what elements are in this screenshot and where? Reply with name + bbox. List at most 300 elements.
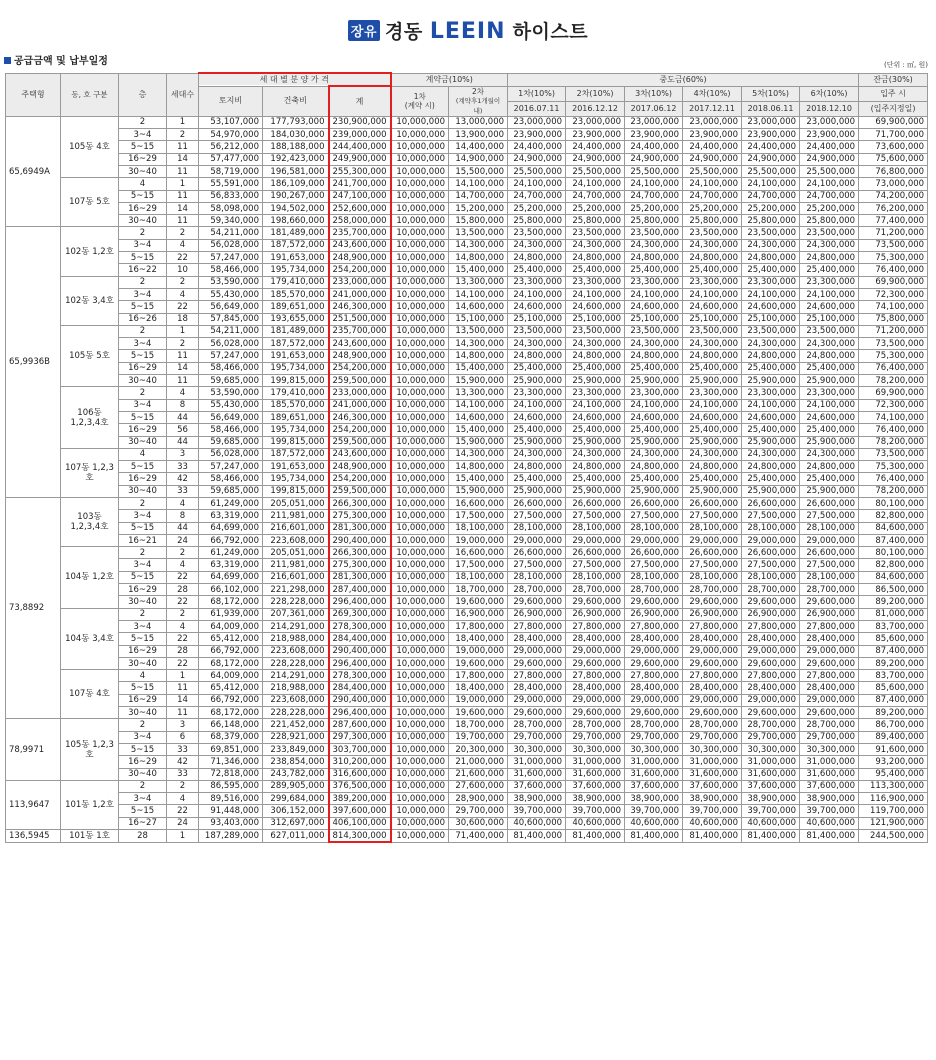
land-cost-cell: 89,516,000 [199, 793, 263, 805]
floor-cell: 2 [119, 719, 167, 731]
land-cost-cell: 61,939,000 [199, 608, 263, 620]
mid-payment-1-cell: 24,800,000 [508, 461, 566, 473]
balance-cell: 85,600,000 [859, 682, 928, 694]
build-cost-cell: 193,655,000 [263, 313, 329, 325]
mid-payment-4-cell: 25,900,000 [683, 375, 742, 387]
mid-payment-3-cell: 25,400,000 [625, 424, 683, 436]
mid-payment-4-cell: 24,600,000 [683, 411, 742, 423]
contract-1-cell: 10,000,000 [391, 694, 449, 706]
contract-2-cell: 21,600,000 [449, 768, 508, 780]
table-row [6, 338, 928, 350]
mid-payment-6-cell: 29,700,000 [800, 731, 859, 743]
unit-type-cell: 65,9936B [6, 227, 61, 498]
mid-payment-6-cell: 31,000,000 [800, 756, 859, 768]
land-cost-cell: 53,107,000 [199, 116, 263, 128]
mid-payment-5-cell: 25,100,000 [742, 313, 800, 325]
mid-payment-4-cell: 30,300,000 [683, 743, 742, 755]
total-price-cell: 251,500,000 [329, 313, 391, 325]
units-cell: 11 [167, 707, 199, 719]
units-cell: 4 [167, 387, 199, 399]
build-cost-cell: 216,601,000 [263, 571, 329, 583]
mid-payment-6-cell: 24,700,000 [800, 190, 859, 202]
mid-payment-3-cell: 25,400,000 [625, 362, 683, 374]
table-row [6, 436, 928, 448]
mid-payment-3-cell: 27,800,000 [625, 620, 683, 632]
units-cell: 11 [167, 375, 199, 387]
section-title: 공급금액 및 납부일정 [14, 56, 108, 67]
mid-payment-1-cell: 25,900,000 [508, 485, 566, 497]
mid-payment-5-cell: 25,200,000 [742, 202, 800, 214]
mid-payment-3-cell: 29,000,000 [625, 645, 683, 657]
mid-payment-6-cell: 25,400,000 [800, 473, 859, 485]
total-price-cell: 246,300,000 [329, 301, 391, 313]
mid-payment-6-cell: 29,000,000 [800, 694, 859, 706]
units-cell: 42 [167, 473, 199, 485]
mid-payment-3-cell: 29,600,000 [625, 657, 683, 669]
mid-payment-4-cell: 24,400,000 [683, 141, 742, 153]
mid-payment-1-cell: 25,400,000 [508, 473, 566, 485]
table-row [6, 141, 928, 153]
table-row [6, 694, 928, 706]
floor-cell: 2 [119, 325, 167, 337]
balance-cell: 89,200,000 [859, 596, 928, 608]
unit-type-cell: 73,8892 [6, 498, 61, 719]
build-cost-cell: 192,423,000 [263, 153, 329, 165]
contract-2-cell: 18,100,000 [449, 571, 508, 583]
mid-payment-3-cell: 25,400,000 [625, 473, 683, 485]
mid-payment-4-cell: 23,500,000 [683, 325, 742, 337]
floor-cell: 3~4 [119, 559, 167, 571]
table-row [6, 178, 928, 190]
mid-payment-5-cell: 39,700,000 [742, 805, 800, 817]
land-cost-cell: 59,685,000 [199, 485, 263, 497]
mid-payment-3-cell: 28,400,000 [625, 633, 683, 645]
mid-payment-4-cell: 25,400,000 [683, 362, 742, 374]
floor-cell: 4 [119, 448, 167, 460]
mid-payment-4-cell: 31,600,000 [683, 768, 742, 780]
mid-payment-6-cell: 25,400,000 [800, 424, 859, 436]
mid-payment-2-cell: 25,400,000 [566, 362, 625, 374]
mid-payment-4-cell: 25,800,000 [683, 215, 742, 227]
total-price-cell: 230,900,000 [329, 116, 391, 128]
mid-payment-6-cell: 25,900,000 [800, 375, 859, 387]
dong-ho-cell: 107동 4호 [61, 670, 119, 719]
mid-payment-1-cell: 28,400,000 [508, 682, 566, 694]
mid-payment-5-cell: 26,900,000 [742, 608, 800, 620]
total-price-cell: 247,100,000 [329, 190, 391, 202]
mid-payment-3-cell: 25,400,000 [625, 264, 683, 276]
mid-payment-1-cell: 27,800,000 [508, 620, 566, 632]
mid-payment-4-cell: 31,000,000 [683, 756, 742, 768]
mid-payment-1-cell: 24,800,000 [508, 350, 566, 362]
land-cost-cell: 64,009,000 [199, 620, 263, 632]
mid-payment-5-cell: 24,100,000 [742, 178, 800, 190]
contract-1-cell: 10,000,000 [391, 596, 449, 608]
mid-payment-6-cell: 29,600,000 [800, 657, 859, 669]
land-cost-cell: 64,699,000 [199, 571, 263, 583]
mid-payment-1-cell: 29,000,000 [508, 645, 566, 657]
balance-cell: 78,200,000 [859, 436, 928, 448]
contract-2-cell: 29,700,000 [449, 805, 508, 817]
build-cost-cell: 181,489,000 [263, 227, 329, 239]
land-cost-cell: 66,792,000 [199, 534, 263, 546]
mid-payment-3-cell: 25,900,000 [625, 485, 683, 497]
total-price-cell: 233,000,000 [329, 276, 391, 288]
floor-cell: 5~15 [119, 522, 167, 534]
mid-payment-1-cell: 24,800,000 [508, 252, 566, 264]
floor-cell: 16~29 [119, 362, 167, 374]
mid-payment-1-cell: 25,400,000 [508, 362, 566, 374]
floor-cell: 5~15 [119, 141, 167, 153]
mid-payment-4-cell: 28,100,000 [683, 522, 742, 534]
mid-payment-4-cell: 29,600,000 [683, 596, 742, 608]
contract-2-cell: 19,700,000 [449, 731, 508, 743]
header-build: 건축비 [263, 86, 329, 116]
mid-payment-6-cell: 27,800,000 [800, 620, 859, 632]
land-cost-cell: 63,319,000 [199, 559, 263, 571]
mid-payment-4-cell: 24,800,000 [683, 252, 742, 264]
contract-2-cell: 16,900,000 [449, 608, 508, 620]
mid-payment-2-cell: 25,900,000 [566, 485, 625, 497]
mid-payment-4-cell: 29,000,000 [683, 694, 742, 706]
contract-1-cell: 10,000,000 [391, 362, 449, 374]
build-cost-cell: 198,660,000 [263, 215, 329, 227]
build-cost-cell: 312,697,000 [263, 817, 329, 829]
table-row [6, 780, 928, 792]
units-cell: 28 [167, 645, 199, 657]
units-cell: 18 [167, 313, 199, 325]
floor-cell: 5~15 [119, 190, 167, 202]
contract-1-cell: 10,000,000 [391, 387, 449, 399]
mid-payment-1-cell: 29,000,000 [508, 694, 566, 706]
land-cost-cell: 68,172,000 [199, 657, 263, 669]
units-cell: 2 [167, 780, 199, 792]
mid-payment-5-cell: 81,400,000 [742, 830, 800, 843]
mid-payment-4-cell: 24,300,000 [683, 448, 742, 460]
contract-2-cell: 15,400,000 [449, 473, 508, 485]
mid-payment-1-cell: 27,500,000 [508, 510, 566, 522]
build-cost-cell: 207,361,000 [263, 608, 329, 620]
mid-payment-3-cell: 24,600,000 [625, 411, 683, 423]
floor-cell: 5~15 [119, 682, 167, 694]
floor-cell: 3~4 [119, 129, 167, 141]
land-cost-cell: 56,212,000 [199, 141, 263, 153]
mid-payment-3-cell: 29,600,000 [625, 707, 683, 719]
land-cost-cell: 65,412,000 [199, 682, 263, 694]
contract-1-cell: 10,000,000 [391, 473, 449, 485]
floor-cell: 30~40 [119, 375, 167, 387]
mid-payment-6-cell: 27,800,000 [800, 670, 859, 682]
mid-payment-4-cell: 25,200,000 [683, 202, 742, 214]
total-price-cell: 254,200,000 [329, 362, 391, 374]
units-cell: 4 [167, 239, 199, 251]
build-cost-cell: 186,109,000 [263, 178, 329, 190]
land-cost-cell: 54,211,000 [199, 227, 263, 239]
balance-cell: 75,300,000 [859, 252, 928, 264]
mid-payment-4-cell: 24,800,000 [683, 350, 742, 362]
land-cost-cell: 65,412,000 [199, 633, 263, 645]
build-cost-cell: 185,570,000 [263, 399, 329, 411]
land-cost-cell: 56,028,000 [199, 448, 263, 460]
table-row [6, 202, 928, 214]
total-price-cell: 269,300,000 [329, 608, 391, 620]
contract-2-cell: 19,000,000 [449, 694, 508, 706]
contract-2-cell: 14,600,000 [449, 301, 508, 313]
mid-payment-4-cell: 81,400,000 [683, 830, 742, 843]
mid-payment-3-cell: 23,000,000 [625, 116, 683, 128]
contract-1-cell: 10,000,000 [391, 633, 449, 645]
mid-payment-5-cell: 24,300,000 [742, 448, 800, 460]
contract-2-cell: 19,600,000 [449, 596, 508, 608]
floor-cell: 5~15 [119, 633, 167, 645]
dong-ho-cell: 102동 1,2호 [61, 227, 119, 276]
land-cost-cell: 61,249,000 [199, 498, 263, 510]
floor-cell: 16~22 [119, 264, 167, 276]
floor-cell: 30~40 [119, 657, 167, 669]
table-row [6, 670, 928, 682]
mid-payment-1-cell: 24,100,000 [508, 288, 566, 300]
mid-payment-4-cell: 23,300,000 [683, 387, 742, 399]
land-cost-cell: 57,247,000 [199, 350, 263, 362]
mid-payment-2-cell: 26,600,000 [566, 547, 625, 559]
mid-payment-1-cell: 25,900,000 [508, 375, 566, 387]
mid-payment-4-cell: 27,500,000 [683, 559, 742, 571]
mid-payment-6-cell: 25,400,000 [800, 264, 859, 276]
table-row [6, 313, 928, 325]
table-row [6, 547, 928, 559]
units-cell: 2 [167, 608, 199, 620]
mid-payment-1-cell: 31,600,000 [508, 768, 566, 780]
table-row [6, 399, 928, 411]
balance-cell: 81,000,000 [859, 608, 928, 620]
contract-1-cell: 10,000,000 [391, 399, 449, 411]
total-price-cell: 244,400,000 [329, 141, 391, 153]
balance-cell: 73,600,000 [859, 141, 928, 153]
table-row [6, 411, 928, 423]
mid-payment-1-cell: 24,100,000 [508, 178, 566, 190]
table-row [6, 719, 928, 731]
table-row [6, 288, 928, 300]
floor-cell: 2 [119, 608, 167, 620]
mid-payment-4-cell: 24,700,000 [683, 190, 742, 202]
mid-payment-2-cell: 27,800,000 [566, 670, 625, 682]
mid-payment-2-cell: 27,800,000 [566, 620, 625, 632]
floor-cell: 16~29 [119, 756, 167, 768]
balance-cell: 76,800,000 [859, 165, 928, 177]
land-cost-cell: 57,247,000 [199, 461, 263, 473]
build-cost-cell: 238,854,000 [263, 756, 329, 768]
units-cell: 11 [167, 141, 199, 153]
contract-2-cell: 17,500,000 [449, 559, 508, 571]
mid-payment-3-cell: 31,000,000 [625, 756, 683, 768]
mid-payment-3-cell: 25,500,000 [625, 165, 683, 177]
build-cost-cell: 199,815,000 [263, 375, 329, 387]
mid-payment-6-cell: 28,100,000 [800, 522, 859, 534]
units-cell: 4 [167, 793, 199, 805]
mid-payment-4-cell: 27,800,000 [683, 670, 742, 682]
mid-payment-4-cell: 29,600,000 [683, 657, 742, 669]
contract-2-cell: 19,000,000 [449, 645, 508, 657]
total-price-cell: 278,300,000 [329, 620, 391, 632]
units-cell: 22 [167, 633, 199, 645]
header-mid-5-date: 2018.06.11 [742, 101, 800, 116]
contract-1-cell: 10,000,000 [391, 264, 449, 276]
contract-1-cell: 10,000,000 [391, 645, 449, 657]
floor-cell: 2 [119, 227, 167, 239]
mid-payment-5-cell: 25,400,000 [742, 362, 800, 374]
mid-payment-4-cell: 23,900,000 [683, 129, 742, 141]
contract-2-cell: 13,900,000 [449, 129, 508, 141]
mid-payment-6-cell: 37,600,000 [800, 780, 859, 792]
build-cost-cell: 195,734,000 [263, 264, 329, 276]
table-row [6, 768, 928, 780]
units-cell: 1 [167, 830, 199, 843]
floor-cell: 30~40 [119, 165, 167, 177]
mid-payment-2-cell: 24,800,000 [566, 252, 625, 264]
mid-payment-4-cell: 29,700,000 [683, 731, 742, 743]
mid-payment-1-cell: 29,000,000 [508, 534, 566, 546]
land-cost-cell: 68,172,000 [199, 596, 263, 608]
total-price-cell: 259,500,000 [329, 375, 391, 387]
mid-payment-2-cell: 24,600,000 [566, 301, 625, 313]
floor-cell: 2 [119, 116, 167, 128]
mid-payment-4-cell: 39,700,000 [683, 805, 742, 817]
contract-1-cell: 10,000,000 [391, 559, 449, 571]
mid-payment-5-cell: 31,000,000 [742, 756, 800, 768]
balance-cell: 73,500,000 [859, 239, 928, 251]
table-row [6, 448, 928, 460]
units-cell: 4 [167, 498, 199, 510]
balance-cell: 74,200,000 [859, 190, 928, 202]
balance-cell: 86,500,000 [859, 584, 928, 596]
mid-payment-6-cell: 29,600,000 [800, 596, 859, 608]
contract-2-cell: 15,400,000 [449, 264, 508, 276]
balance-cell: 82,800,000 [859, 559, 928, 571]
units-cell: 3 [167, 448, 199, 460]
mid-payment-2-cell: 29,700,000 [566, 731, 625, 743]
build-cost-cell: 199,815,000 [263, 436, 329, 448]
mid-payment-2-cell: 24,900,000 [566, 153, 625, 165]
contract-1-cell: 10,000,000 [391, 780, 449, 792]
units-cell: 22 [167, 596, 199, 608]
mid-payment-3-cell: 29,700,000 [625, 731, 683, 743]
mid-payment-1-cell: 26,600,000 [508, 498, 566, 510]
balance-cell: 74,100,000 [859, 301, 928, 313]
contract-1-cell: 10,000,000 [391, 719, 449, 731]
mid-payment-2-cell: 23,000,000 [566, 116, 625, 128]
page-title [0, 17, 936, 44]
build-cost-cell: 627,011,000 [263, 830, 329, 843]
mid-payment-2-cell: 28,700,000 [566, 719, 625, 731]
total-price-cell: 278,300,000 [329, 670, 391, 682]
units-cell: 1 [167, 325, 199, 337]
mid-payment-4-cell: 40,600,000 [683, 817, 742, 829]
header-mid-5: 5차(10%) [742, 86, 800, 101]
mid-payment-6-cell: 40,600,000 [800, 817, 859, 829]
contract-2-cell: 20,300,000 [449, 743, 508, 755]
contract-1-cell: 10,000,000 [391, 805, 449, 817]
dong-ho-cell: 102동 3,4호 [61, 276, 119, 325]
mid-payment-5-cell: 25,800,000 [742, 215, 800, 227]
contract-2-cell: 15,200,000 [449, 202, 508, 214]
contract-2-cell: 16,600,000 [449, 498, 508, 510]
mid-payment-2-cell: 28,100,000 [566, 522, 625, 534]
mid-payment-5-cell: 26,600,000 [742, 547, 800, 559]
mid-payment-2-cell: 24,800,000 [566, 461, 625, 473]
mid-payment-3-cell: 24,400,000 [625, 141, 683, 153]
contract-1-cell: 10,000,000 [391, 620, 449, 632]
contract-2-cell: 15,400,000 [449, 362, 508, 374]
build-cost-cell: 299,684,000 [263, 793, 329, 805]
mid-payment-4-cell: 25,400,000 [683, 473, 742, 485]
mid-payment-2-cell: 28,100,000 [566, 571, 625, 583]
units-cell: 11 [167, 215, 199, 227]
units-cell: 28 [167, 584, 199, 596]
build-cost-cell: 191,653,000 [263, 461, 329, 473]
contract-1-cell: 10,000,000 [391, 252, 449, 264]
mid-payment-1-cell: 23,500,000 [508, 227, 566, 239]
land-cost-cell: 61,249,000 [199, 547, 263, 559]
land-cost-cell: 56,649,000 [199, 301, 263, 313]
mid-payment-4-cell: 28,700,000 [683, 719, 742, 731]
mid-payment-4-cell: 23,300,000 [683, 276, 742, 288]
balance-cell: 69,900,000 [859, 387, 928, 399]
contract-1-cell: 10,000,000 [391, 817, 449, 829]
mid-payment-5-cell: 24,300,000 [742, 338, 800, 350]
mid-payment-1-cell: 28,100,000 [508, 522, 566, 534]
contract-1-cell: 10,000,000 [391, 571, 449, 583]
contract-2-cell: 14,400,000 [449, 141, 508, 153]
mid-payment-1-cell: 24,700,000 [508, 190, 566, 202]
contract-1-cell: 10,000,000 [391, 830, 449, 843]
mid-payment-1-cell: 23,300,000 [508, 276, 566, 288]
mid-payment-2-cell: 24,300,000 [566, 239, 625, 251]
balance-cell: 89,200,000 [859, 657, 928, 669]
units-cell: 1 [167, 116, 199, 128]
mid-payment-2-cell: 29,000,000 [566, 645, 625, 657]
mid-payment-5-cell: 28,400,000 [742, 633, 800, 645]
unit-note: (단위 : ㎡, 원) [883, 61, 928, 69]
mid-payment-5-cell: 29,600,000 [742, 707, 800, 719]
contract-1-cell: 10,000,000 [391, 657, 449, 669]
floor-cell: 16~29 [119, 645, 167, 657]
table-row [6, 424, 928, 436]
mid-payment-1-cell: 25,800,000 [508, 215, 566, 227]
mid-payment-6-cell: 27,500,000 [800, 510, 859, 522]
mid-payment-1-cell: 29,600,000 [508, 596, 566, 608]
mid-payment-5-cell: 24,700,000 [742, 190, 800, 202]
contract-1-cell: 10,000,000 [391, 165, 449, 177]
contract-2-cell: 18,400,000 [449, 633, 508, 645]
table-row [6, 793, 928, 805]
mid-payment-1-cell: 27,500,000 [508, 559, 566, 571]
balance-cell: 72,300,000 [859, 399, 928, 411]
mid-payment-1-cell: 29,600,000 [508, 707, 566, 719]
contract-2-cell: 14,300,000 [449, 239, 508, 251]
balance-cell: 69,900,000 [859, 276, 928, 288]
floor-cell: 16~29 [119, 424, 167, 436]
dong-ho-cell: 107동 1,2,3호 [61, 448, 119, 497]
mid-payment-5-cell: 25,900,000 [742, 436, 800, 448]
unit-type-cell: 78,9971 [6, 719, 61, 780]
total-price-cell: 814,300,000 [329, 830, 391, 843]
contract-1-cell: 10,000,000 [391, 522, 449, 534]
mid-payment-5-cell: 28,400,000 [742, 682, 800, 694]
total-price-cell: 252,600,000 [329, 202, 391, 214]
land-cost-cell: 54,211,000 [199, 325, 263, 337]
mid-payment-2-cell: 25,900,000 [566, 375, 625, 387]
mid-payment-6-cell: 24,100,000 [800, 178, 859, 190]
